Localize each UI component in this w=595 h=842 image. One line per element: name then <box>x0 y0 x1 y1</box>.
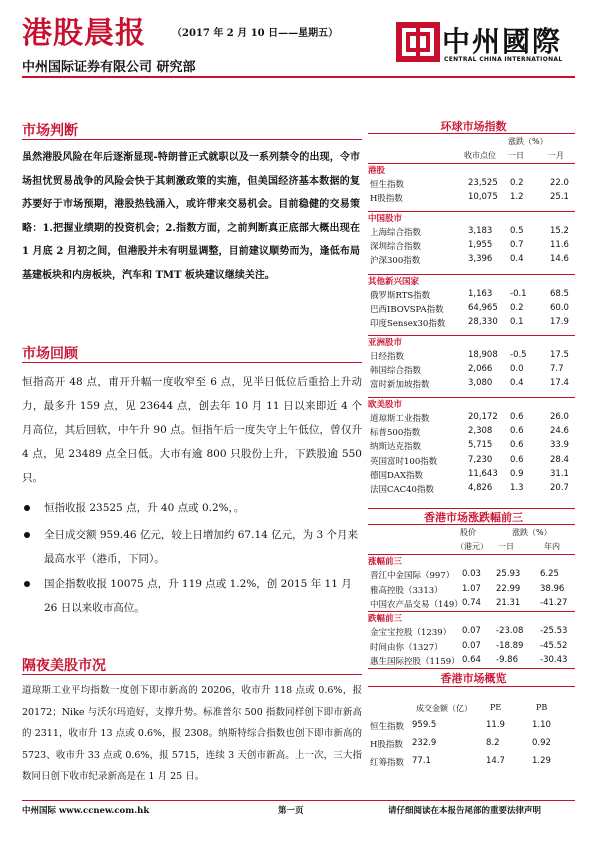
table-row <box>368 226 575 240</box>
index-change-month: 20.7 <box>550 483 569 493</box>
company-name: 中州国际证券有限公司 研究部 <box>22 60 196 75</box>
index-close: 3,080 <box>468 378 493 389</box>
overview-title: 香港市场概览 <box>440 672 507 685</box>
stock-change-day: 22.99 <box>496 583 521 594</box>
overview-index-name: 红筹指数 <box>370 758 405 768</box>
section-divider <box>22 674 362 675</box>
index-close: 3,183 <box>468 226 493 236</box>
section-divider <box>22 139 362 140</box>
index-change-day: 0.4 <box>510 378 524 389</box>
index-close: 5,715 <box>468 440 493 451</box>
stock-price: 0.03 <box>462 569 481 579</box>
bullet-dot-icon <box>24 581 30 587</box>
stock-name: 惠生国际控股（1159） <box>370 657 460 667</box>
index-name: 俄罗斯RTS指数 <box>370 291 431 301</box>
index-close: 3,396 <box>468 254 493 265</box>
table-row <box>368 720 575 734</box>
index-name: 标普500指数 <box>370 428 421 439</box>
table-row <box>368 440 575 454</box>
logo-mark-icon <box>396 22 440 62</box>
table-header: （港元） 一日 年内 <box>456 542 560 551</box>
overview-pb: 1.29 <box>532 756 551 766</box>
overview-pb: 1.10 <box>532 720 551 730</box>
bullet-text: 国企指数收报 10075 点，升 119 点或 1.2%，创 2015 年 11 月 26 日以来收市高位。 <box>44 578 352 614</box>
index-change-day: 0.0 <box>510 364 524 375</box>
index-change-month: 31.1 <box>550 468 569 479</box>
overview-turnover: 232.9 <box>412 738 437 748</box>
table-group-label: 涨幅前三 <box>368 557 403 567</box>
index-change-day: 0.4 <box>510 254 524 265</box>
stock-change-day: -23.08 <box>496 626 524 636</box>
table-row <box>368 584 575 598</box>
footer-left: 中州国际 www.ccnew.com.hk <box>22 806 150 816</box>
index-change-day: -0.5 <box>510 350 527 360</box>
index-change-day: 0.1 <box>510 317 524 328</box>
table-row <box>368 378 575 392</box>
index-change-day: 0.5 <box>510 226 524 236</box>
market-review-title: 市场回顾 <box>22 346 78 362</box>
index-close: 2,308 <box>468 426 493 437</box>
report-date: （2017 年 2 月 10 日——星期五） <box>172 28 339 39</box>
index-close: 28,330 <box>468 317 498 328</box>
overview-pb: 0.92 <box>532 738 551 748</box>
index-close: 23,525 <box>468 178 498 188</box>
market-judgment-title: 市场判断 <box>22 123 78 139</box>
table-header: 成交金额（亿） PE PB <box>416 703 548 713</box>
table-row <box>368 317 575 331</box>
index-change-day: 0.9 <box>510 468 524 479</box>
index-change-day: 1.3 <box>510 483 524 493</box>
index-name: 巴西IBOVSPA指数 <box>370 305 444 316</box>
stock-change-ytd: -30.43 <box>540 655 568 665</box>
stock-price: 0.07 <box>462 626 481 636</box>
index-change-month: 14.6 <box>550 254 569 265</box>
section-divider <box>22 362 362 363</box>
overview-index-name: H股指数 <box>370 740 403 750</box>
index-change-month: 17.9 <box>550 317 569 328</box>
index-close: 1,163 <box>468 289 493 299</box>
index-close: 64,965 <box>468 303 498 314</box>
table-row <box>368 469 575 483</box>
stock-price: 0.64 <box>462 655 481 665</box>
index-change-month: 26.0 <box>550 412 569 422</box>
index-name: 英国富时100指数 <box>370 456 438 467</box>
global-indices-title: 环球市场指数 <box>440 120 507 133</box>
index-close: 20,172 <box>468 412 498 422</box>
table-row <box>368 254 575 268</box>
stock-change-ytd: -41.27 <box>540 598 568 608</box>
index-change-day: 0.7 <box>510 240 524 251</box>
overview-pe: 11.9 <box>486 720 505 730</box>
index-change-month: 7.7 <box>550 364 564 375</box>
index-name: 纳斯达克指数 <box>370 442 422 453</box>
index-name: 沪深300指数 <box>370 256 421 267</box>
stock-name: 晋江中金国际（997） <box>370 571 455 581</box>
market-judgment-text: 虽然港股风险在年后逐渐显现-特朗普正式就职以及一系列禁令的出现，令市场担忧贸易战争的风险会快于其刺激政策的实施，但美国经济基本数据的复苏要好于市场预期，港股热钱涌入，或许带来交易机会。目前稳健的交易策略：1.把握业绩期的投资机会；2.指数方面，之前判断真正底部大概出现在 1 月底 2 月初之间，但港股并未有明显调整，目前建议顺势而为，逢低布局基建板块和内房板块，汽车和 TMT 板块建议继续关注。 <box>22 152 360 281</box>
stock-name: 时间由你（1327） <box>370 642 443 653</box>
stock-name: 中国农产品交易（149） <box>370 600 463 610</box>
table-row <box>368 178 575 192</box>
index-close: 11,643 <box>468 468 498 479</box>
index-change-month: 11.6 <box>550 240 569 251</box>
index-name: 深圳综合指数 <box>370 242 422 253</box>
table-group-label: 其他新兴国家 <box>368 277 420 287</box>
stock-change-day: -18.89 <box>496 640 524 651</box>
index-name: 富时新加坡指数 <box>370 380 430 391</box>
bullet-text: 恒指收报 23525 点，升 40 点或 0.2%，。 <box>44 502 245 514</box>
panel-divider <box>368 524 575 525</box>
index-change-month: 22.0 <box>550 178 569 188</box>
index-name: 日经指数 <box>370 352 405 362</box>
logo-english: CENTRAL CHINA INTERNATIONAL <box>444 56 563 63</box>
index-change-month: 28.4 <box>550 454 569 465</box>
footer-disclaimer: 请仔细阅读在本报告尾部的重要法律声明 <box>388 806 542 816</box>
index-change-month: 17.4 <box>550 378 569 389</box>
table-row <box>368 303 575 317</box>
stock-change-ytd: 6.25 <box>540 569 559 579</box>
index-change-day: 0.2 <box>510 178 524 188</box>
table-row <box>368 350 575 364</box>
overview-turnover: 959.5 <box>412 720 437 730</box>
group-divider <box>368 163 575 164</box>
table-row <box>368 626 575 640</box>
report-title: 港股晨报 <box>22 16 146 51</box>
index-close: 2,066 <box>468 364 493 375</box>
index-change-day: 1.2 <box>510 192 524 203</box>
stock-change-day: 25.93 <box>496 569 521 579</box>
index-change-month: 24.6 <box>550 426 569 437</box>
movers-title: 香港市场涨跌幅前三 <box>424 511 523 524</box>
table-row <box>368 569 575 583</box>
overview-pe: 14.7 <box>486 756 505 766</box>
panel-divider <box>368 133 575 134</box>
index-name: 韩国综合指数 <box>370 366 422 377</box>
stock-change-ytd: -45.52 <box>540 640 568 651</box>
index-close: 10,075 <box>468 192 498 203</box>
page-number: 第一页 <box>278 806 304 816</box>
stock-change-day: -9.86 <box>496 655 518 665</box>
index-change-day: 0.6 <box>510 412 524 422</box>
table-row <box>368 641 575 655</box>
table-row <box>368 289 575 303</box>
index-change-month: 68.5 <box>550 289 569 299</box>
table-row <box>368 483 575 497</box>
table-row <box>368 240 575 254</box>
market-review-text: 恒指高开 48 点，甫开升幅一度收窄至 6 点，见半日低位后重拾上升动力，最多升 159 点，见 23644 点，创去年 10 月 11 日以来即近 4 个月高位，其后回软，中午升 90 点。恒指午后一度失守上午低位，曾仅升 4 点，见 23489 点全日低。大市有逾 800 只股份上升，下跌股逾 550 只。 <box>22 376 362 484</box>
index-change-month: 25.1 <box>550 192 569 203</box>
bullet-dot-icon <box>24 532 30 538</box>
panel-divider <box>368 686 575 687</box>
bullet-dot-icon <box>24 505 30 511</box>
stock-change-ytd: -25.53 <box>540 626 568 636</box>
overview-pe: 8.2 <box>486 738 500 748</box>
table-header: 涨跌（%） <box>508 137 548 146</box>
panel-divider <box>368 668 575 669</box>
index-change-day: 0.6 <box>510 426 524 437</box>
stock-name: 金宝宝控股（1239） <box>370 628 452 638</box>
table-group-label: 欧美股市 <box>368 400 403 410</box>
overview-turnover: 77.1 <box>412 756 431 766</box>
index-change-month: 33.9 <box>550 440 569 451</box>
table-group-label: 跌幅前三 <box>368 614 403 624</box>
table-row <box>368 455 575 469</box>
index-name: H股指数 <box>370 194 403 205</box>
table-header: 股价 涨跌（%） <box>460 528 552 537</box>
table-header: 收市点位 一日 一月 <box>464 151 564 160</box>
stock-price: 0.07 <box>462 640 481 651</box>
bullet-text: 全日成交额 959.46 亿元，较上日增加约 67.14 亿元，为 3 个月来最高水平（港币，下同）。 <box>44 529 359 565</box>
index-change-month: 17.5 <box>550 350 569 360</box>
table-row <box>368 738 575 752</box>
table-group-label: 港股 <box>368 166 386 176</box>
stock-price: 1.07 <box>462 583 481 594</box>
table-row <box>368 655 575 669</box>
index-close: 1,955 <box>468 240 493 251</box>
index-change-month: 60.0 <box>550 303 569 314</box>
index-change-day: 0.6 <box>510 440 524 451</box>
table-row <box>368 756 575 770</box>
index-name: 德国DAX指数 <box>370 470 424 481</box>
index-change-day: 0.2 <box>510 303 524 314</box>
table-row <box>368 598 575 612</box>
header-divider <box>22 76 575 78</box>
stock-name: 雅高控股（3313） <box>370 585 443 596</box>
us-market-text: 道琼斯工业平均指数一度创下即市新高的 20206，收市升 118 点或 0.6%，报 20172；Nike 与沃尔玛造好，支撑升势。标准普尔 500 指数同样创下即市新高的 2311，收市升 13 点或 0.6%，报 2308。纳斯特综合指数也创下即市新高的 5723、收市升 33 点或 0.6%，报 5715，连续 3 天创市新高。上一次，三大指数同日创下收市纪录新高是在 1 月 25 日。 <box>22 685 362 782</box>
stock-price: 0.74 <box>462 598 481 608</box>
index-close: 18,908 <box>468 350 498 360</box>
stock-change-day: 21.31 <box>496 598 521 608</box>
table-row <box>368 412 575 426</box>
footer-divider <box>22 800 575 801</box>
index-close: 4,826 <box>468 483 493 493</box>
index-name: 道琼斯工业指数 <box>370 414 430 424</box>
index-change-day: -0.1 <box>510 289 527 299</box>
index-close: 7,230 <box>468 454 493 465</box>
logo-text: 中州國際 <box>442 25 563 58</box>
index-name: 印度Sensex30指数 <box>370 319 446 330</box>
index-change-day: 0.6 <box>510 454 524 465</box>
index-change-month: 15.2 <box>550 226 569 236</box>
table-row <box>368 192 575 206</box>
stock-change-ytd: 38.96 <box>540 583 565 594</box>
table-row <box>368 426 575 440</box>
overview-index-name: 恒生指数 <box>370 722 405 732</box>
table-group-label: 中国股市 <box>368 214 403 224</box>
table-row <box>368 364 575 378</box>
us-market-title: 隔夜美股市况 <box>22 658 106 674</box>
index-name: 上海综合指数 <box>370 228 422 238</box>
index-name: 法国CAC40指数 <box>370 485 434 495</box>
index-name: 恒生指数 <box>370 180 405 190</box>
table-group-label: 亚洲股市 <box>368 338 403 348</box>
